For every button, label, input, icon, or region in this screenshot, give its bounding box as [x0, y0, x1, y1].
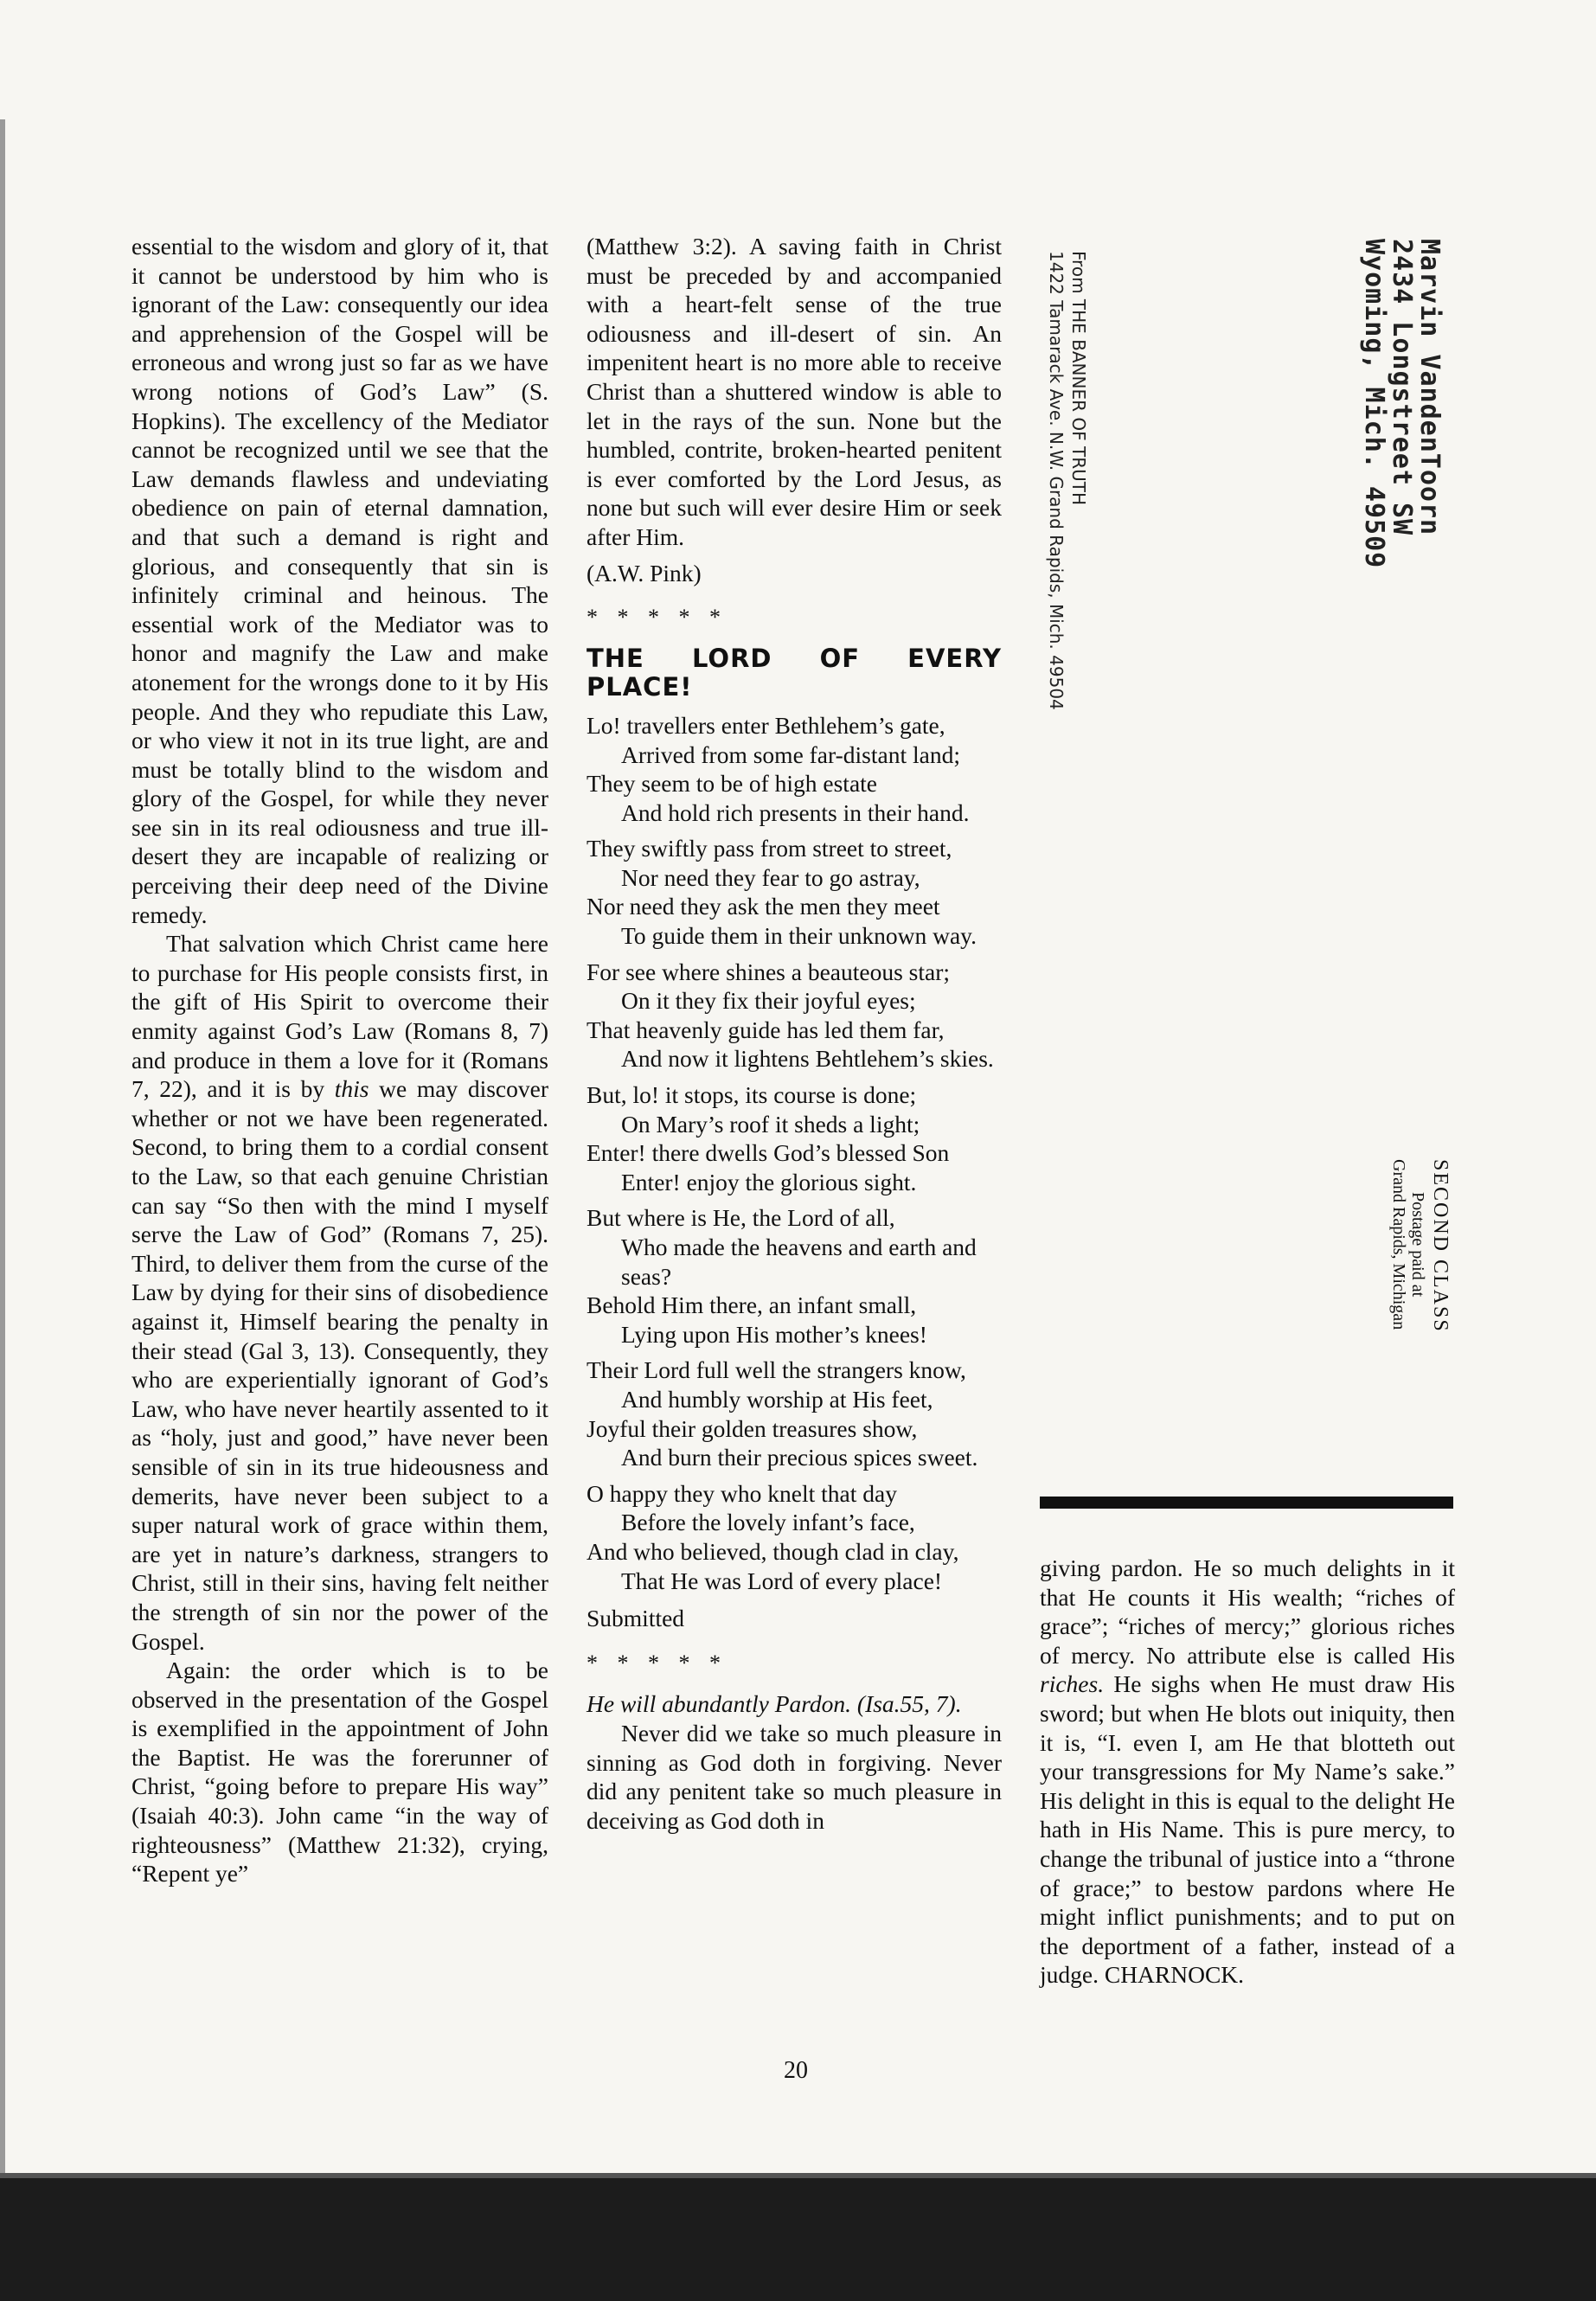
address-line: 2434 Longstreet SW	[1387, 239, 1417, 536]
return-address	[1045, 251, 1090, 710]
poem-line: And now it lightens Behtlehem’s skies.	[621, 1045, 994, 1073]
poem-stanza	[586, 958, 1002, 1074]
column-middle	[586, 232, 1002, 1835]
paragraph: Again: the order which is to be observed in the presentation of the Gospel is exemplified in the appointment of John the Baptist. He was the forerunner of Christ, “going before to prepare His way” (Isaiah 40:3). John came “in the way of righteousness” (Matthew 21:32), crying, “Repent ye”	[131, 1657, 548, 1888]
address-line: Wyoming, Mich. 49509	[1359, 239, 1389, 569]
paragraph-text: He sighs when He must draw His sword; but when He blots out iniquity, then it is, “I. even I, am He that blotteth out your transgressions for My Name’s sake.” His delight in this is equal to the delight He hath in His Name. This is pure mercy, to change the tribunal of justice into a “throne of grace;” to bestow pardons where He might inflict punishments; and to put on the deportment of a father, instead of a judge. CHARNOCK.	[1040, 1670, 1455, 1989]
poem-line: That He was Lord of every place!	[621, 1567, 943, 1594]
poem-line: To guide them in their unknown way.	[621, 922, 977, 950]
poem-line: On Mary’s roof it sheds a light;	[621, 1110, 920, 1138]
postage-line: Postage paid at	[1408, 1192, 1427, 1298]
fold-rule	[1040, 1497, 1453, 1509]
column-left	[131, 232, 548, 1888]
poem-attribution: Submitted	[586, 1605, 685, 1632]
poem-stanza	[586, 834, 1002, 950]
poem-line: Their Lord full well the strangers know,	[586, 1356, 966, 1384]
poem-line: And burn their precious spices sweet.	[621, 1444, 978, 1471]
poem-line: But where is He, the Lord of all,	[586, 1204, 895, 1232]
poem-line: O happy they who knelt that day	[586, 1479, 897, 1507]
poem-line: On it they fix their joyful eyes;	[621, 987, 916, 1015]
postage-indicia	[1389, 1159, 1427, 1330]
poem-line: They swiftly pass from street to street,	[586, 835, 952, 862]
address-line: Marvin VandenToorn	[1414, 239, 1445, 536]
poem-line: Lo! travellers enter Bethlehem’s gate,	[586, 711, 945, 739]
scan-background	[0, 2178, 1596, 2301]
postal-class-label: SECOND CLASS	[1429, 1159, 1452, 1333]
poem-line: Nor need they fear to go astray,	[621, 863, 920, 891]
poem-line: Enter! enjoy the glorious sight.	[621, 1168, 917, 1195]
poem-line: They seem to be of high estate	[586, 770, 878, 798]
poem-line: Before the lovely infant’s face,	[621, 1509, 915, 1536]
return-address-line: From THE BANNER OF TRUTH	[1068, 251, 1089, 505]
poem-title: THE LORD OF EVERY PLACE!	[586, 643, 1002, 702]
poem-line: Behold Him there, an infant small,	[586, 1292, 917, 1319]
paragraph-text: That salvation which Christ came here to purchase for His people consists first, in the gift of His Spirit to overcome their enmity against God’s Law (Romans 8, 7) and produce in them a love for it (Romans 7, 22), and it is by	[131, 930, 548, 1103]
author-credit: (A.W. Pink)	[586, 559, 702, 586]
poem-line: And hold rich presents in their hand.	[621, 798, 970, 826]
poem-stanza	[586, 1479, 1002, 1595]
poem-line: That heavenly guide has led them far,	[586, 1016, 945, 1043]
section-subheading: He will abundantly Pardon. (Isa.55, 7).	[586, 1690, 962, 1718]
paragraph: essential to the wisdom and glory of it, that it cannot be understood by him who is ignorant of the Law: consequently our idea and apprehension of the Gospel will be erroneous and wrong just so far as we have wrong notions of God’s Law” (S. Hopkins). The excellency of the Mediator cannot be recognized until we see that the Law demands flawless and undeviating obedience on pain of eternal damnation, and that such a demand is right and glorious, and consequently that sin is infinitely criminal and heinous. The essential work of the Mediator was to honor and magnify the Law and make atonement for the wrongs done to it by His people. And they who repudiate this Law, or who view it not in its true light, are and must be totally blind to the wisdom and glory of the Gospel, for while they never see sin in its real odiousness and true ill-desert they are incapable of realizing or perceiving their deep need of the Divine remedy.	[131, 233, 548, 928]
poem-stanza	[586, 1203, 1002, 1349]
poem	[586, 711, 1002, 1595]
paragraph-text: giving pardon. He so much delights in it that He counts it His wealth; “riches of grace”; “riches of mercy;” glorious riches of mercy. No attribute else is called His	[1040, 1554, 1455, 1669]
emphasis: this	[334, 1075, 369, 1103]
recipient-address-label	[1360, 239, 1443, 568]
poem-line: Enter! there dwells God’s blessed Son	[586, 1139, 950, 1167]
column-right	[1040, 1554, 1455, 1990]
emphasis: riches.	[1040, 1670, 1105, 1698]
poem-stanza	[586, 1356, 1002, 1471]
paragraph: Never did we take so much pleasure in sinning as God doth in forgiving. Never did any penitent take so much pleasure in deceiving as God doth in	[586, 1719, 1002, 1834]
poem-line: Lying upon His mother’s knees!	[621, 1320, 927, 1348]
paragraph: (Matthew 3:2). A saving faith in Christ must be preceded by and accompanied with a heart-felt sense of the true odiousness and ill-desert of sin. An impenitent heart is no more able to receive Christ than a shuttered window is able to let in the rays of the sun. None but the humbled, contrite, broken-hearted penitent is ever comforted by the Lord Jesus, as none but such will ever desire Him or seek after Him.	[586, 233, 1002, 550]
poem-line: And humbly worship at His feet,	[621, 1385, 933, 1413]
page-number: 20	[784, 2057, 808, 2084]
poem-line: Who made the heavens and earth and seas?	[621, 1234, 977, 1290]
return-address-line: 1422 Tamarack Ave. N.W. Grand Rapids, Mich. 49504	[1046, 251, 1067, 710]
poem-stanza	[586, 711, 1002, 827]
poem-line: Nor need they ask the men they meet	[586, 893, 940, 920]
paragraph	[1040, 1554, 1455, 1990]
poem-line: And who believed, though clad in clay,	[586, 1537, 959, 1565]
section-divider-stars: * * * * *	[586, 605, 727, 631]
paragraph	[131, 929, 548, 1656]
poem-line: Arrived from some far-distant land;	[621, 740, 960, 768]
poem-line: Joyful their golden treasures show,	[586, 1414, 918, 1442]
poem-line: For see where shines a beauteous star;	[586, 958, 951, 985]
page-top-margin	[0, 0, 1596, 119]
poem-line: But, lo! it stops, its course is done;	[586, 1081, 917, 1109]
poem-stanza	[586, 1080, 1002, 1196]
postage-line: Grand Rapids, Michigan	[1389, 1159, 1408, 1330]
paragraph-text: we may discover whether or not we have been regenerated. Second, to bring them to a cordial consent to the Law, so that each genuine Christian can say “So then with the mind I myself serve the Law of God” (Romans 7, 25). Third, to deliver them from the curse of the Law by dying for their sins of disobedience against it, Himself bearing the penalty in their stead (Gal 3, 13). Consequently, they who are experientially ignorant of God’s Law, who have never heartily assented to it as “holy, just and good,” have never been sensible of sin in its true hideousness and demerits, have never been subject to a super natural work of grace within them, are yet in nature’s darkness, strangers to Christ, still in their sins, having felt neither the strength of sin nor the power of the Gospel.	[131, 1075, 548, 1655]
section-divider-stars: * * * * *	[586, 1650, 727, 1676]
